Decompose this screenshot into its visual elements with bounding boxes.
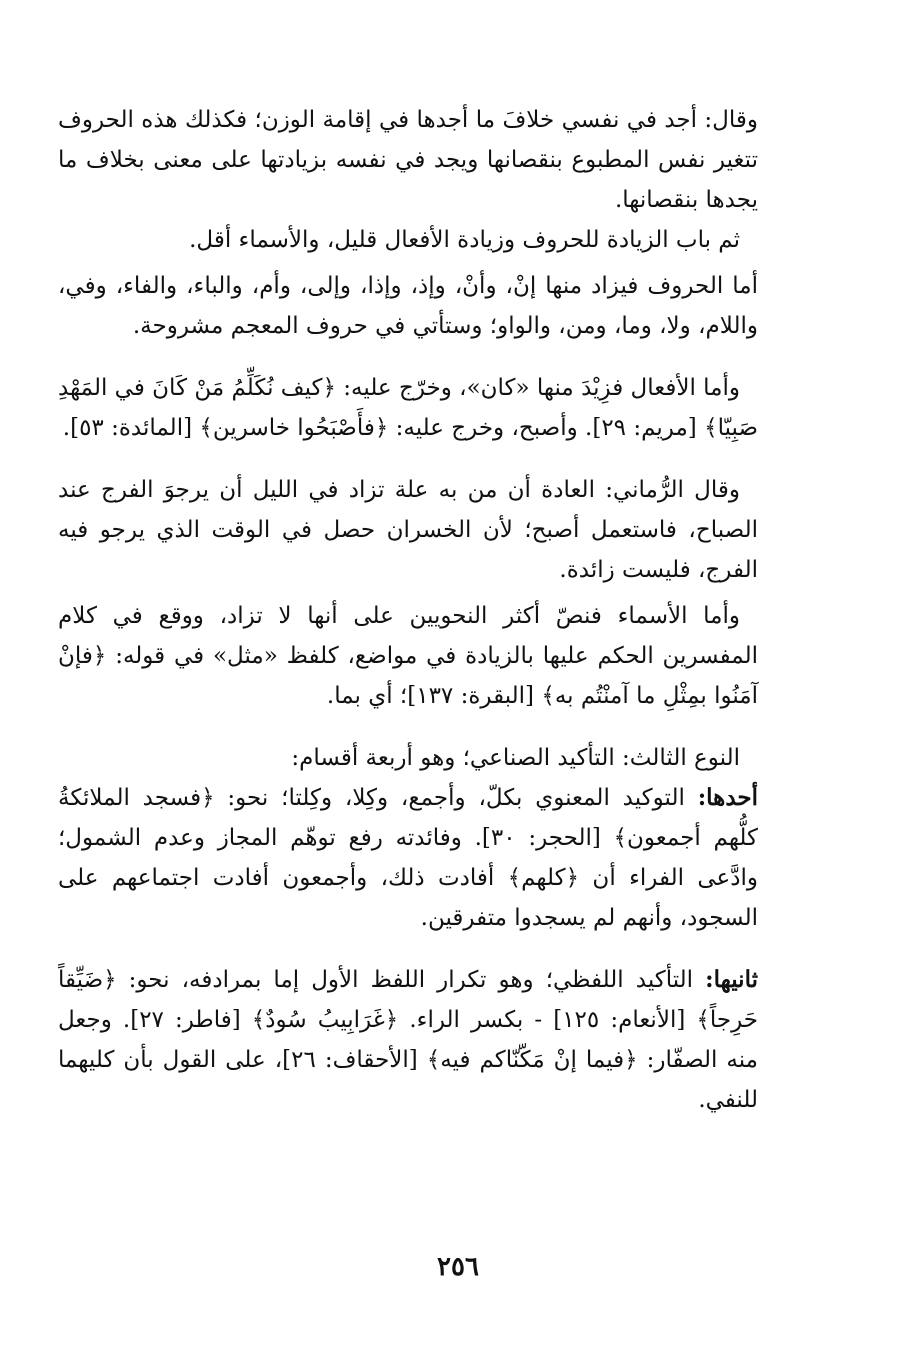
paragraph-extra-nouns: وأما الأسماء فنصّ أكثر النحويين على أنها لا تزاد، ووقع في كلام المفسرين الحكم عليها بالزيادة في مواضع، كلفظ «مثل» في قوله: ﴿فإنْ آمَنُوا بمِثْلِ ما آمنْتُم به﴾ [البقرة: ١٣٧]؛ أي بما. [58,603,758,709]
first-kind-text: التوكيد المعنوي بكلّ، وأجمع، وكِلا، وكِلتا؛ نحو: ﴿فسجد الملائكةُ كلُّهم أجمعون﴾ [الحجر: ٣٠]. وفائدته رفع توهّم المجاز وعدم الشمول؛ وادَّعى الفراء أن ﴿كلهم﴾ أفادت ذلك، وأجمعون أفادت اجتماعهم على السجود، وأنهم لم يسجدوا متفرقين. [58,785,758,931]
page-body [58,100,758,1120]
paragraph-extra-letters-intro: ثم باب الزيادة للحروف وزيادة الأفعال قليل، والأسماء أقل. [189,227,740,253]
paragraph-second-kind [58,960,758,1120]
paragraph-third-type-heading: النوع الثالث: التأكيد الصناعي؛ وهو أربعة أقسام: [291,745,740,771]
paragraph-weight-of-letters: وقال: أجد في نفسي خلافَ ما أجدها في إقامة الوزن؛ فكذلك هذه الحروف تتغير نفس المطبوع بنقصانها ويجد في نفسه بزيادتها على معنى بخلاف ما يجدها بنقصانها. [58,107,758,213]
paragraph-rummani-quote: وقال الرُّماني: العادة أن من به علة تزاد في الليل أن يرجوَ الفرج عند الصباح، فاستعمل أصبح؛ لأن الخسران حصل في الوقت الذي يرجو فيه الفرج، فليست زائدة. [58,477,758,583]
second-kind-text: التأكيد اللفظي؛ وهو تكرار اللفظ الأول إما بمرادفه، نحو: ﴿ضَيِّقاً حَرِجاً﴾ [الأنعام: ١٢٥] - بكسر الراء. ﴿غَرَابِيبُ سُودٌ﴾ [فاطر: ٢٧]. وجعل منه الصفّار: ﴿فيما إنْ مَكّنّاكم فيه﴾ [الأحقاف: ٢٦]، على القول بأن كليهما للنفي. [58,967,758,1113]
paragraph-first-kind [58,778,758,938]
paragraph-extra-particles: أما الحروف فيزاد منها إنْ، وأنْ، وإذ، وإذا، وإلى، وأم، والباء، والفاء، وفي، واللام، ولا، وما، ومن، والواو؛ وستأتي في حروف المعجم مشروحة. [58,273,758,339]
second-kind-label: ثانيها: [705,966,758,993]
first-kind-label: أحدها: [697,784,758,811]
paragraph-extra-verbs: وأما الأفعال فزِيْدَ منها «كان»، وخرّج عليه: ﴿كيف نُكَلِّمُ مَنْ كَانَ في المَهْدِ صَبِيّا﴾ [مريم: ٢٩]. وأصبح، وخرج عليه: ﴿فأَصْبَحُوا خاسرين﴾ [المائدة: ٥٣]. [58,375,758,441]
page-number: ٢٥٦ [437,1252,479,1282]
